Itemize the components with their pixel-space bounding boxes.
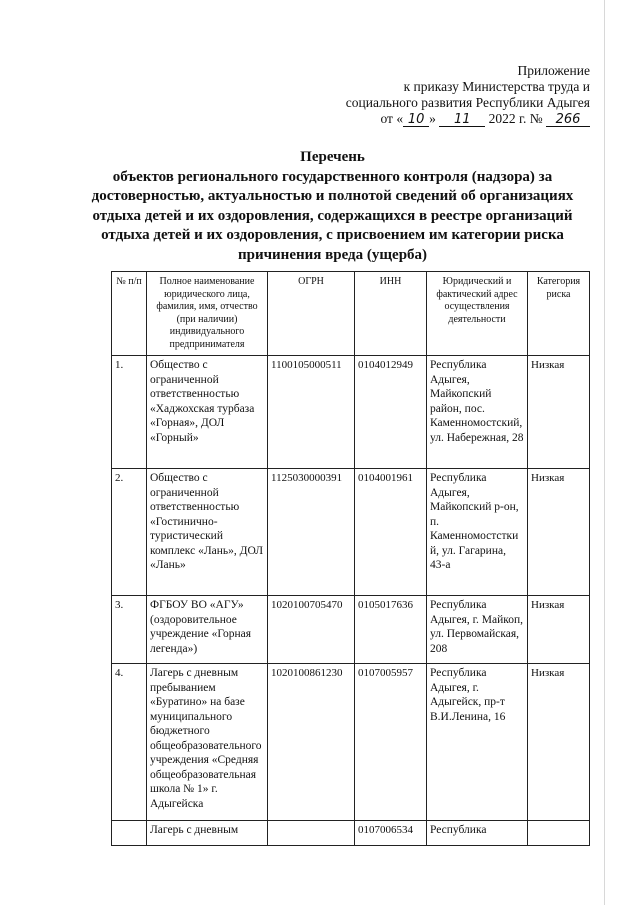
- cell-name: ФГБОУ ВО «АГУ» (оздоровительное учреждение «Горная легенда»): [147, 596, 268, 664]
- cell-address: Республика Адыгея, Майкопский район, пос. Каменномостский, ул. Набережная, 28: [427, 356, 528, 469]
- cell-ogrn: [268, 821, 355, 846]
- cell-ogrn: 1020100861230: [268, 664, 355, 821]
- page-edge-line: [604, 0, 605, 905]
- year-text: 2022 г. №: [488, 111, 543, 126]
- cell-num: 4.: [112, 664, 147, 821]
- cell-name: Лагерь с дневным пребыванием «Буратино» на базе муниципального бюджетного общеобразовательного учреждения «Средняя общеобразовательная школа № 1» г. Адыгейска: [147, 664, 268, 821]
- cell-ogrn: 1100105000511: [268, 356, 355, 469]
- appendix-header: [346, 63, 590, 127]
- appendix-line-2: к приказу Министерства труда и: [403, 79, 590, 94]
- table-row: [112, 664, 590, 821]
- cell-num: 2.: [112, 469, 147, 596]
- cell-address: Республика: [427, 821, 528, 846]
- appendix-line-1: Приложение: [517, 63, 590, 78]
- header-num: № п/п: [112, 272, 147, 356]
- cell-category: Низкая: [528, 596, 590, 664]
- header-ogrn: ОГРН: [268, 272, 355, 356]
- table-row: [112, 821, 590, 846]
- header-category: Категория риска: [528, 272, 590, 356]
- cell-ogrn: 1125030000391: [268, 469, 355, 596]
- cell-inn: 0104001961: [355, 469, 427, 596]
- table-row: [112, 469, 590, 596]
- cell-ogrn: 1020100705470: [268, 596, 355, 664]
- cell-address: Республика Адыгея, г. Адыгейск, пр-т В.И.Ленина, 16: [427, 664, 528, 821]
- handwritten-month: 11: [439, 113, 485, 127]
- cell-name: Общество с ограниченной ответственностью «Хаджохская турбаза «Горная», ДОЛ «Горный»: [147, 356, 268, 469]
- cell-address: Республика Адыгея, г. Майкоп, ул. Первомайская, 208: [427, 596, 528, 664]
- cell-num: [112, 821, 147, 846]
- cell-inn: 0107005957: [355, 664, 427, 821]
- cell-inn: 0107006534: [355, 821, 427, 846]
- title-line-6: причинения вреда (ущерба): [237, 246, 428, 263]
- cell-num: 3.: [112, 596, 147, 664]
- cell-address: Республика Адыгея, Майкопский р-он, п. Каменномостстки й, ул. Гагарина, 43-а: [427, 469, 528, 596]
- header-inn: ИНН: [355, 272, 427, 356]
- cell-name: Лагерь с дневным: [147, 821, 268, 846]
- table-row: [112, 356, 590, 469]
- cell-num: 1.: [112, 356, 147, 469]
- title-line-4: отдыха детей и их оздоровления, содержащихся в реестре организаций: [92, 207, 573, 224]
- date-mid: »: [429, 111, 436, 126]
- title-line-3: достоверностью, актуальностью и полнотой сведений об организациях: [91, 188, 574, 204]
- table-header-row: [112, 272, 590, 356]
- cell-category: Низкая: [528, 469, 590, 596]
- table-row: [112, 596, 590, 664]
- header-address: Юридический и фактический адрес осуществления деятельности: [427, 272, 528, 356]
- cell-category: Низкая: [528, 356, 590, 469]
- cell-inn: 0105017636: [355, 596, 427, 664]
- objects-table: [111, 271, 590, 846]
- cell-category: Низкая: [528, 664, 590, 821]
- title-line-2: объектов регионального государственного контроля (надзора) за: [112, 168, 553, 185]
- appendix-line-3: социального развития Республики Адыгея: [345, 95, 590, 110]
- handwritten-order-number: 266: [546, 113, 590, 127]
- appendix-date-line: [346, 111, 590, 127]
- cell-category: [528, 821, 590, 846]
- document-title: [60, 148, 605, 265]
- cell-inn: 0104012949: [355, 356, 427, 469]
- title-line-1: Перечень: [300, 149, 365, 165]
- header-name: Полное наименование юридического лица, фамилия, имя, отчество (при наличии) индивидуального предпринимателя: [147, 272, 268, 356]
- title-line-5: отдыха детей и их оздоровления, с присвоением им категории риска: [101, 227, 564, 243]
- handwritten-day: 10: [403, 113, 429, 127]
- cell-name: Общество с ограниченной ответственностью «Гостинично-туристический комплекс «Лань», ДОЛ «Лань»: [147, 469, 268, 596]
- date-prefix: от «: [380, 111, 404, 126]
